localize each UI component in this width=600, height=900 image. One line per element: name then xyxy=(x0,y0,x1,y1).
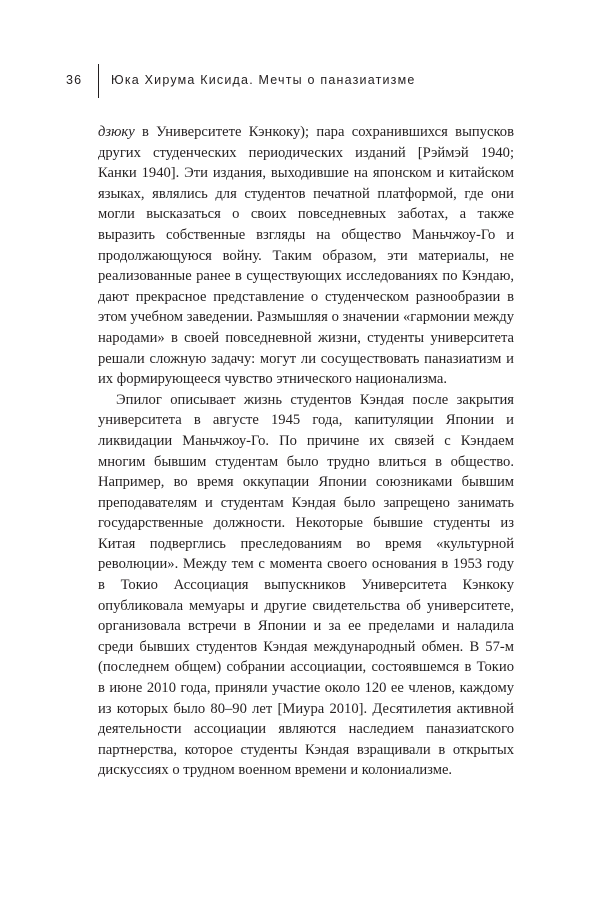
header-divider xyxy=(98,64,99,98)
paragraph-2 xyxy=(98,390,514,781)
italic-term: дзюку xyxy=(98,124,135,140)
paragraph-1 xyxy=(98,122,514,390)
paragraph-2-text: Эпилог описывает жизнь студентов Кэндая после закрытия университета в августе 1945 года, капитуляции Японии и ликвидации Маньчжоу-Го. По причине их связей с Кэндаем многим бывшим студентам было трудно влиться в общество. Например, во время оккупации Японии союзниками бывшим преподавателям и студентам Кэндая было запрещено занимать государственные должности. Некоторые бывшие студенты из Китая подверглись преследованиям во время «культурной революции». Между тем с момента своего основания в 1953 году в Токио Ассоциация выпускников Университета Кэнкоку опубликовала мемуары и другие свидетельства об университете, организовала встречи в Японии и за ее пределами и наладила среди бывших студентов Кэндая международный обмен. В 57-м (последнем общем) собрании ассоциации, состоявшемся в Токио в июне 2010 года, приняли участие около 120 ее членов, каждому из которых было 80–90 лет [Миура 2010]. Десятилетия активной деятельности ассоциации являются наследием паназиатского партнерства, которое студенты Кэндая взращивали в открытых дискуссиях о трудном военном времени и колониализме. xyxy=(98,391,514,779)
body-text xyxy=(98,122,514,781)
running-header xyxy=(66,64,540,98)
running-title: Юка Хирума Кисида. Мечты о паназиатизме xyxy=(111,73,416,87)
page-number: 36 xyxy=(66,73,83,87)
paragraph-1-text: в Университете Кэнкоку); пара сохранившихся выпусков других студенческих периодических изданий [Рэймэй 1940; Канки 1940]. Эти издания, выходившие на японском и китайском языках, являлись для студентов печатной платформой, где они могли высказаться о своих повседневных заботах, а также выразить собственные взгляды на общество Маньчжоу-Го и продолжающуюся войну. Таким образом, эти материалы, не реализованные ранее в существующих исследованиях по Кэндаю, дают прекрасное представление о студенческом разнообразии в этом учебном заведении. Размышляя о значении «гармонии между народами» в своей повседневной жизни, студенты университета решали сложную задачу: могут ли сосуществовать паназиатизм и их формирующееся чувство этнического национализма. xyxy=(98,124,514,388)
